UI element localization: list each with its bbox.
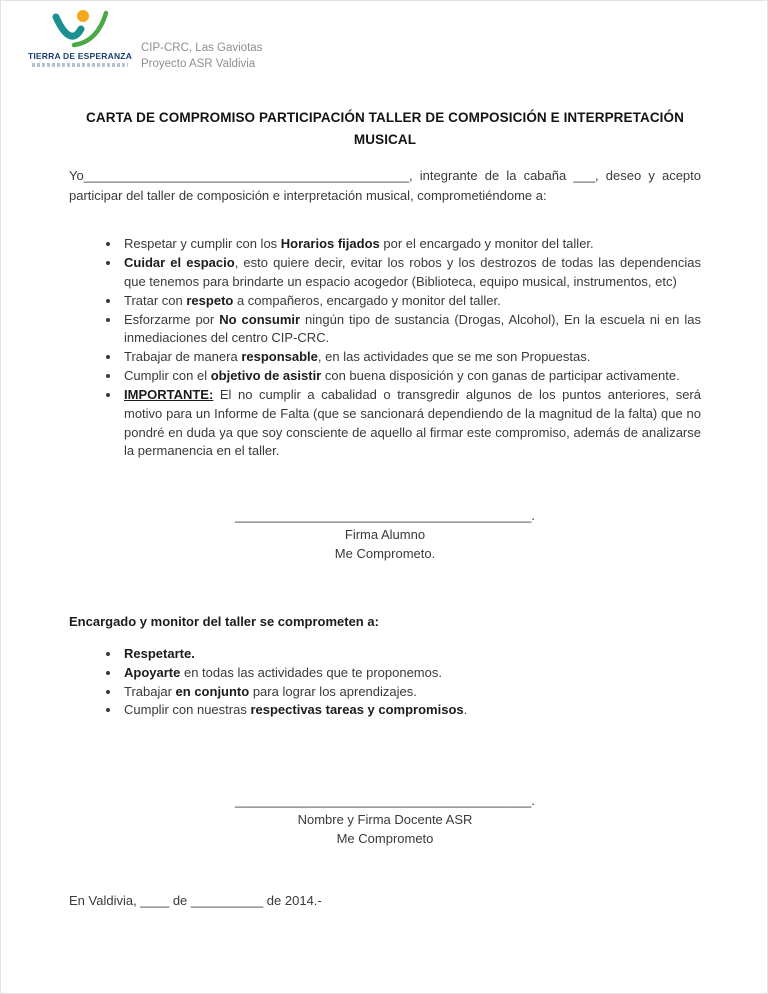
logo-tagline-microtext bbox=[32, 63, 128, 67]
document-title: CARTA DE COMPROMISO PARTICIPACIÓN TALLER DE COMPOSICIÓN E INTERPRETACIÓN MUSICAL bbox=[86, 110, 684, 147]
list-item: • Apoyarte en todas las actividades que te proponemos. bbox=[121, 664, 701, 683]
signature-line: _________________________________________. bbox=[234, 793, 536, 809]
student-signature-block bbox=[69, 507, 701, 564]
logo-text: TIERRA DE ESPERANZA bbox=[27, 51, 133, 61]
signature-sublabel: Me Comprometo bbox=[336, 830, 434, 846]
document-content bbox=[1, 107, 767, 948]
list-item: • Respetarte. bbox=[121, 645, 701, 664]
org-line-1: CIP-CRC, Las Gaviotas bbox=[141, 42, 263, 54]
staff-section-heading: Encargado y monitor del taller se comprometen a: bbox=[69, 613, 379, 629]
org-header bbox=[141, 41, 262, 72]
list-item: • Tratar con respeto a compañeros, encargado y monitor del taller. bbox=[121, 292, 701, 311]
list-item: • Cumplir con nuestras respectivas tareas y compromisos. bbox=[121, 701, 701, 720]
intro-paragraph: Yo_____________________________________________, integrante de la cabaña ___, deseo y acepto participar del taller de composición e interpretación musical, comprometiéndome a: bbox=[69, 168, 701, 203]
list-item: • Trabajar de manera responsable, en las actividades que se me son Propuestas. bbox=[121, 348, 701, 367]
signature-label: Firma Alumno bbox=[344, 527, 426, 543]
signature-line: _________________________________________. bbox=[234, 508, 536, 524]
list-item: • Esforzarme por No consumir ningún tipo de sustancia (Drogas, Alcohol), En la escuela ni en las inmediaciones del centro CIP-CRC. bbox=[121, 311, 701, 349]
signature-sublabel: Me Comprometo. bbox=[334, 546, 436, 561]
staff-commitments-list bbox=[69, 645, 701, 720]
student-commitments-list bbox=[69, 235, 701, 461]
date-place-line: En Valdivia, ____ de __________ de 2014.- bbox=[69, 892, 322, 908]
org-line-2: Proyecto ASR Valdivia bbox=[141, 57, 256, 70]
signature-label: Nombre y Firma Docente ASR bbox=[297, 812, 473, 828]
list-item: • Trabajar en conjunto para lograr los aprendizajes. bbox=[121, 683, 701, 702]
list-item: • Cumplir con el objetivo de asistir con buena disposición y con ganas de participar activamente. bbox=[121, 367, 701, 386]
list-item: • IMPORTANTE: El no cumplir a cabalidad o transgredir algunos de los puntos anteriores, será motivo para un Informe de Falta (que se sancionará dependiendo de la magnitud de la falta) que no pondré en duda ya que soy consciente de aquello al firmar este compromiso, además de analizarse la permanencia en el taller. bbox=[121, 386, 701, 461]
list-item: • Cuidar el espacio, esto quiere decir, evitar los robos y los destrozos de todas las dependencias que tenemos para brindarte un espacio acogedor (Biblioteca, equipo musical, instrumentos, etc) bbox=[121, 254, 701, 292]
list-item: • Respetar y cumplir con los Horarios fijados por el encargado y monitor del taller. bbox=[121, 235, 701, 254]
tierra-de-esperanza-logo bbox=[27, 9, 133, 67]
teacher-signature-block bbox=[69, 792, 701, 849]
person-figure-icon bbox=[48, 9, 112, 51]
